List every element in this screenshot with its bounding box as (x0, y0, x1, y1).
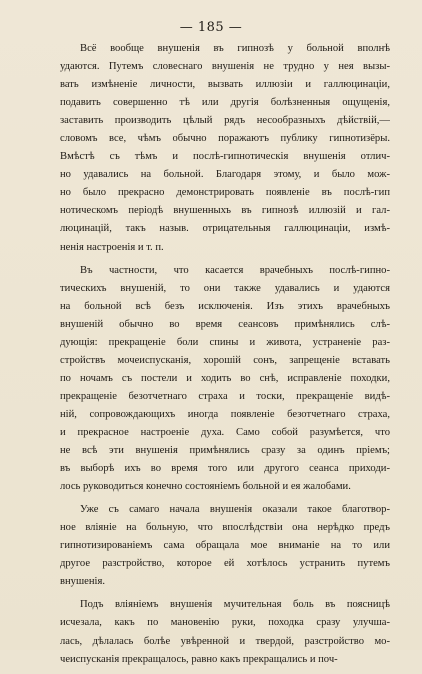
text-line: удаются. Путемъ словеснаго внушенія не трудно у нея вызы- (60, 61, 390, 73)
text-line: на больной всѣ безъ исключенія. Изъ этихъ врачебныхъ (60, 300, 390, 312)
text-line: Уже съ самаго начала внушенія оказали такое благотвор- (80, 504, 390, 516)
text-line: гипнотизированіемъ сама обращала мое вниманіе на то или (60, 540, 390, 552)
text-line: другое разстройство, которое ей хотѣлось устранить путемъ (60, 558, 390, 570)
text-line: внушеній обычно во время сеансовъ примѣнялись слѣ- (60, 318, 390, 330)
paragraph (60, 501, 390, 591)
text-line: исчезала, какъ по мановенію руки, походка сразу улучша- (60, 617, 390, 629)
text-line: внушенія. (60, 576, 105, 588)
text-line: лась, дѣлалась болѣе увѣренной и твердой, разстройство мо- (60, 635, 390, 647)
text-line: но было прекрасно демонстрировать появленіе въ послѣ-гип (60, 187, 390, 199)
text-line: словомъ все, чѣмъ обычно поражаютъ публику гипнотизёры. (60, 133, 390, 145)
text-line: чеиспусканія прекращалось, равно какъ прекращались и поч- (60, 653, 338, 665)
paragraph (60, 262, 390, 497)
text-line: ній, сопровождающихъ иногда появленіе безотчетнаго страха, (60, 408, 390, 420)
text-line: тическихъ внушеній, то они также удавались и удаются (60, 282, 390, 294)
text-line: въ выборѣ ихъ во время того или другого сеанса приходи- (60, 463, 390, 475)
text-line: стройствъ мочеиспусканія, хорошій сонъ, запрещеніе вставать (60, 354, 390, 366)
text-line: заставить производить цѣлый рядъ несообразныхъ дѣйствій,— (60, 115, 390, 127)
text-line: ненія настроенія и т. п. (60, 241, 164, 253)
text-line: по ночамъ съ постели и ходить во снѣ, исправленіе походки, (60, 372, 390, 384)
paragraph (60, 40, 390, 257)
body-text (60, 40, 390, 674)
text-line: Вмѣстѣ съ тѣмъ и послѣ-гипнотическія внушенія отлич- (60, 151, 390, 163)
text-line: вать измѣненіе личности, вызвать иллюзіи и галлюцинаціи, (60, 79, 390, 91)
paragraph (60, 596, 390, 668)
text-line: дующія: прекращеніе боли спины и живота, устраненіе раз- (60, 336, 390, 348)
text-line: люцинацій, такъ назыв. отрицательныя галлюцинаціи, измѣ- (60, 223, 390, 235)
text-line: и прекрасное настроеніе духа. Само собой разумѣется, что (60, 426, 390, 438)
text-line: Подъ вліяніемъ внушенія мучительная боль въ поясницѣ (80, 599, 390, 611)
text-line: лось руководиться конечно состояніемъ больной и ея жалобами. (60, 481, 351, 493)
text-line: ное вліяніе на больную, что впослѣдствіи она нерѣдко предъ (60, 522, 390, 534)
text-line: Всё вообще внушенія въ гипнозѣ у больной вполнѣ (80, 43, 390, 54)
text-line: подавить совершенно тѣ или другія болѣзненныя ощущенія, (60, 97, 390, 109)
page-number: — 185 — (179, 20, 243, 35)
text-line: Въ частности, что касается врачебныхъ послѣ-гипно- (80, 264, 390, 276)
text-line: нотическомъ періодѣ внушенныхъ въ гипнозѣ иллюзій и гал- (60, 205, 390, 217)
text-line: не всѣ эти внушенія примѣнялись сразу за одинъ пріемъ; (60, 445, 390, 457)
text-line: но удавались на больной. Благодаря этому, и было мож- (60, 169, 390, 181)
text-line: прекращеніе безотчетнаго страха и тоски, прекращеніе видѣ- (60, 390, 390, 402)
